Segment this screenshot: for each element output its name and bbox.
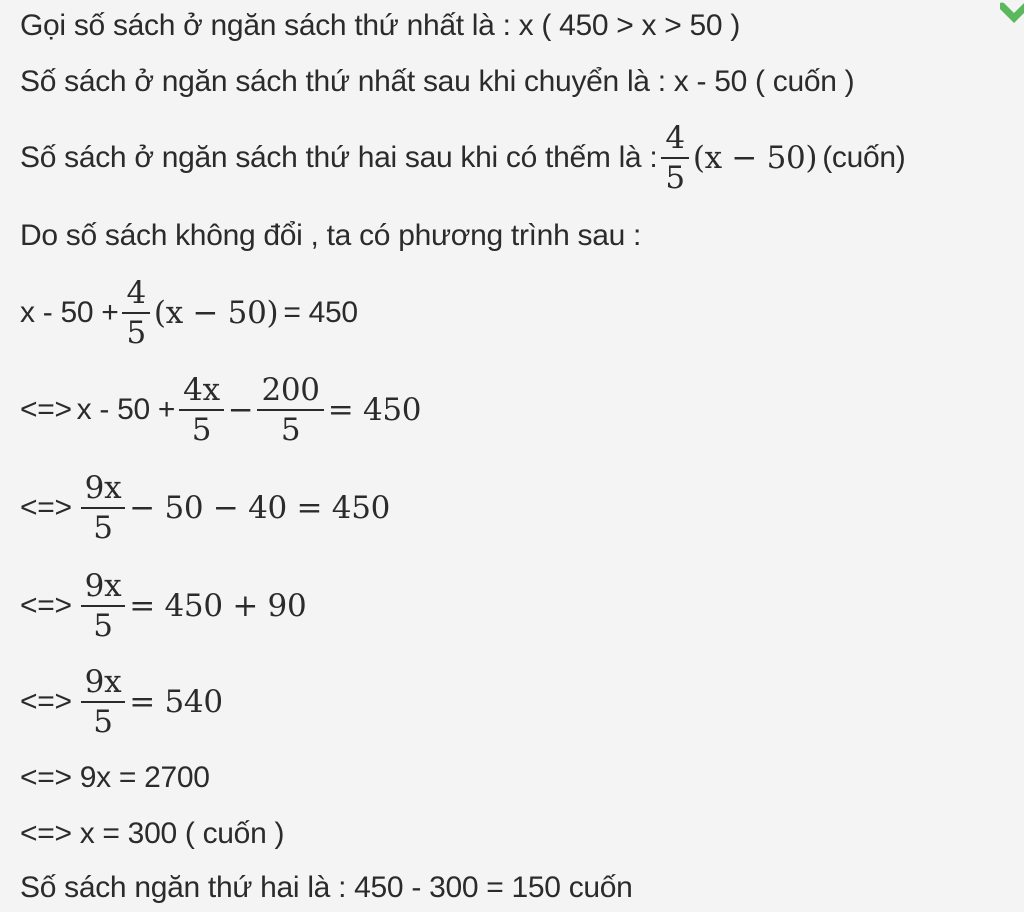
line-text: Số sách ở ngăn sách thứ hai sau khi có thếm là : (20, 141, 658, 174)
equation-right: = 450 (283, 296, 358, 329)
fraction-numerator: 4 (665, 120, 685, 156)
fraction-denominator: 5 (126, 315, 146, 351)
equation-right: − 50 − 40 = 450 (129, 490, 391, 526)
line-equation-intro (20, 214, 641, 258)
fraction-denominator: 5 (93, 608, 113, 644)
fraction-denominator: 5 (665, 160, 685, 196)
fraction-numerator: 4x (183, 372, 220, 408)
fraction-denominator: 5 (280, 412, 301, 448)
fraction (122, 274, 149, 352)
equivalence-arrow: <=> (20, 491, 72, 524)
line-text: <=> x = 300 ( cuốn ) (20, 817, 285, 850)
line-step-3 (20, 560, 306, 652)
line-text: Do số sách không đổi , ta có phương trình sau : (20, 219, 642, 252)
line-step-6 (20, 812, 284, 856)
fraction-denominator: 5 (93, 510, 113, 546)
fraction (81, 469, 126, 547)
line-text: Gọi số sách ở ngăn sách thứ nhất là : x ( 450 > x > 50 ) (20, 9, 741, 42)
line-step-1 (20, 364, 421, 456)
line-second-after (20, 116, 905, 200)
equation-right: = 450 + 90 (129, 588, 307, 624)
line-step-5 (20, 756, 210, 800)
unit-text: (cuốn) (822, 141, 906, 174)
fraction (179, 371, 224, 449)
equation-left: x - 50 + (20, 296, 119, 329)
equivalence-arrow: <=> (20, 589, 72, 622)
fraction-numerator: 4 (126, 275, 146, 311)
line-conclusion (20, 866, 633, 910)
fraction (257, 371, 323, 449)
fraction (661, 119, 688, 197)
fraction (81, 567, 126, 645)
line-step-4 (20, 656, 223, 748)
fraction-numerator: 200 (261, 372, 320, 408)
fraction-denominator: 5 (191, 412, 212, 448)
line-define-x (20, 4, 740, 48)
equivalence-arrow: <=> (20, 685, 72, 718)
fraction (81, 663, 126, 741)
equation-right: = 450 (327, 392, 422, 428)
minus-sign: − (227, 392, 254, 428)
line-step-2 (20, 462, 390, 554)
equivalence-arrow: <=> (20, 393, 72, 426)
fraction-denominator: 5 (93, 704, 113, 740)
math-expression: (x − 50) (692, 140, 818, 176)
line-text: <=> 9x = 2700 (20, 761, 210, 794)
green-check-icon (1000, 0, 1024, 28)
line-text: Số sách ở ngăn sách thứ nhất sau khi chuyển là : x - 50 ( cuốn ) (20, 65, 855, 98)
equation-right: = 540 (129, 684, 223, 720)
fraction-numerator: 9x (84, 568, 122, 604)
fraction-numerator: 9x (84, 664, 122, 700)
line-equation (20, 268, 358, 358)
equation-left: x - 50 + (76, 393, 176, 426)
line-first-after (20, 60, 854, 104)
fraction-numerator: 9x (84, 470, 122, 506)
line-text: Số sách ngăn thứ hai là : 450 - 300 = 150 cuốn (20, 871, 633, 904)
math-expression: (x − 50) (153, 295, 279, 331)
